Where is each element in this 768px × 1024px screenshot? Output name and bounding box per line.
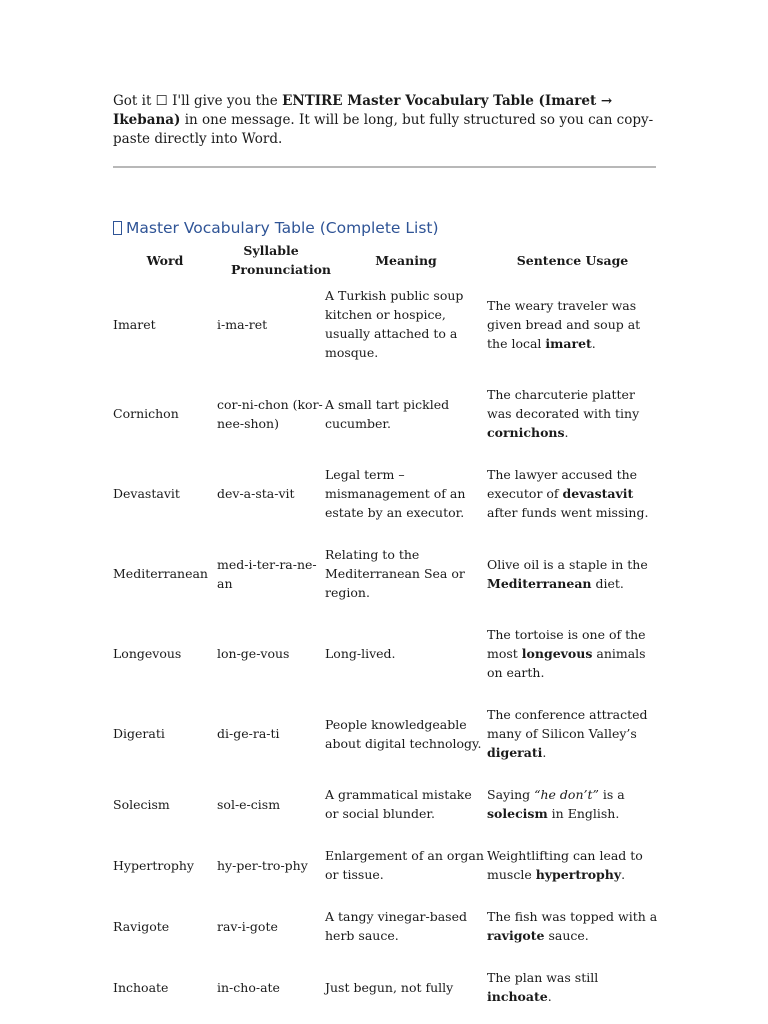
- usage-text: after funds went missing.: [487, 505, 649, 520]
- row-spacer: [113, 527, 658, 540]
- cell-syllable: rav-i-gote: [217, 918, 278, 934]
- table-row: [113, 460, 658, 527]
- row-spacer-cell: [113, 527, 658, 540]
- cell-meaning: A tangy vinegar-based herb sauce.: [325, 909, 467, 943]
- cell-usage: [487, 540, 658, 607]
- row-spacer: [113, 889, 658, 902]
- cell-syllable: sol-e-cism: [217, 796, 281, 812]
- usage-keyword: devastavit: [562, 486, 634, 501]
- section-heading-text: Master Vocabulary Table (Complete List): [126, 219, 439, 237]
- cell-word: Longevous: [113, 646, 182, 661]
- cell-meaning: Enlargement of an organ or tissue.: [325, 848, 484, 882]
- usage-text: sauce.: [544, 928, 589, 943]
- table-header-row: [113, 239, 658, 281]
- usage-text: Weightlifting can lead to muscle: [487, 848, 643, 882]
- table-row: [113, 700, 658, 767]
- cell-word: Solecism: [113, 796, 170, 812]
- usage-keyword: inchoate: [487, 989, 548, 1004]
- cell-syllable: lon-ge-vous: [217, 646, 290, 661]
- horizontal-rule: [113, 166, 656, 168]
- row-spacer-cell: [113, 607, 658, 620]
- cell-word: Inchoate: [113, 979, 169, 995]
- cell-word: Ravigote: [113, 918, 170, 934]
- row-spacer: [113, 447, 658, 460]
- usage-text: is a: [598, 787, 625, 802]
- cell-word: Devastavit: [113, 486, 180, 501]
- usage-keyword: solecism: [487, 806, 548, 821]
- usage-text: .: [542, 745, 547, 760]
- intro-text-end: in one message. It will be long, but fully structured so you can copy-paste directly into Word.: [113, 112, 654, 147]
- row-spacer: [113, 687, 658, 700]
- table-row: [113, 963, 658, 1011]
- usage-text: The tortoise is one of the most: [487, 627, 646, 661]
- row-spacer-cell: [113, 950, 658, 963]
- row-spacer: [113, 367, 658, 380]
- row-spacer-cell: [113, 889, 658, 902]
- cell-syllable: cor-ni-chon (kor-nee-shon): [217, 396, 323, 431]
- row-spacer-cell: [113, 447, 658, 460]
- cell-usage: [487, 841, 658, 889]
- usage-keyword: Mediterranean: [487, 575, 592, 591]
- usage-text: diet.: [591, 575, 624, 591]
- table-row: [113, 380, 658, 447]
- usage-text: .: [564, 425, 569, 440]
- usage-keyword: cornichons: [487, 425, 565, 440]
- cell-word: Digerati: [113, 726, 165, 741]
- cell-word: Hypertrophy: [113, 857, 194, 873]
- cell-meaning: Just begun, not fully: [325, 979, 454, 995]
- usage-text: Saying: [487, 787, 535, 802]
- row-spacer: [113, 767, 658, 780]
- cell-syllable: in-cho-ate: [217, 979, 280, 995]
- usage-text: The weary traveler was given bread and soup at the local: [487, 297, 641, 351]
- cell-syllable: i-ma-ret: [217, 316, 268, 332]
- section-heading: [113, 217, 658, 239]
- row-spacer: [113, 828, 658, 841]
- cell-meaning: People knowledgeable about digital technology.: [325, 716, 482, 751]
- row-spacer-cell: [113, 767, 658, 780]
- table-row: [113, 780, 658, 828]
- row-spacer: [113, 950, 658, 963]
- cell-syllable: dev-a-sta-vit: [217, 486, 295, 501]
- cell-usage: [487, 902, 658, 950]
- cell-syllable: hy-per-tro-phy: [217, 857, 308, 873]
- cell-usage: [487, 700, 658, 767]
- usage-text: The charcuterie platter was decorated with tiny: [487, 387, 640, 421]
- table-row: [113, 281, 658, 367]
- table-body: [113, 281, 658, 1011]
- usage-text: .: [547, 989, 552, 1004]
- header-syllable: Syllable Pronunciation: [231, 243, 331, 277]
- cell-syllable: med-i-ter-ra-ne-an: [217, 556, 317, 591]
- cell-meaning: Long-lived.: [325, 646, 396, 661]
- usage-text: .: [591, 335, 596, 351]
- header-usage: Sentence Usage: [516, 252, 629, 268]
- intro-text-start: Got it: [113, 93, 156, 109]
- cell-meaning: Relating to the Mediterranean Sea or region.: [325, 547, 465, 600]
- usage-keyword: hypertrophy: [535, 867, 622, 882]
- usage-italic-text: “he don’t”: [534, 787, 599, 802]
- usage-keyword: ravigote: [487, 928, 545, 943]
- table-row: [113, 902, 658, 950]
- vocabulary-table: [113, 239, 658, 1011]
- cell-usage: [487, 380, 658, 447]
- cell-usage: [487, 780, 658, 828]
- cell-usage: [487, 963, 658, 1011]
- usage-text: The fish was topped with a: [487, 909, 658, 924]
- usage-text: The plan was still: [487, 970, 599, 985]
- usage-keyword: longevous: [521, 646, 593, 661]
- box-glyph-icon: [113, 221, 122, 235]
- table-row: [113, 620, 658, 687]
- intro-text-mid: I'll give you the: [167, 93, 283, 109]
- row-spacer-cell: [113, 367, 658, 380]
- cell-usage: [487, 281, 658, 367]
- usage-text: The lawyer accused the executor of: [487, 467, 638, 501]
- intro-paragraph: [113, 92, 658, 149]
- usage-keyword: digerati: [487, 745, 543, 760]
- cell-meaning: Legal term – mismanagement of an estate by an executor.: [325, 467, 466, 520]
- usage-text: in English.: [547, 806, 620, 821]
- cell-usage: [487, 620, 658, 687]
- cell-word: Imaret: [113, 316, 156, 332]
- document-page: [113, 92, 658, 1011]
- cell-usage: [487, 460, 658, 527]
- usage-text: animals on earth.: [487, 646, 646, 680]
- intro-bold-text: ENTIRE Master Vocabulary Table (Imaret → Ikebana): [113, 93, 613, 128]
- box-glyph-icon: ☐: [155, 93, 168, 109]
- usage-text: Olive oil is a staple in the: [487, 556, 648, 572]
- cell-syllable: di-ge-ra-ti: [217, 726, 280, 741]
- usage-text: .: [621, 867, 626, 882]
- table-row: [113, 841, 658, 889]
- header-meaning: Meaning: [375, 252, 437, 268]
- usage-text: The conference attracted many of Silicon Valley’s: [487, 707, 648, 741]
- usage-keyword: imaret: [545, 335, 592, 351]
- cell-word: Cornichon: [113, 406, 179, 421]
- cell-meaning: A grammatical mistake or social blunder.: [325, 787, 472, 821]
- header-word: Word: [146, 252, 184, 268]
- row-spacer: [113, 607, 658, 620]
- cell-meaning: A Turkish public soup kitchen or hospice, usually attached to a mosque.: [325, 288, 464, 360]
- cell-word: Mediterranean: [113, 566, 208, 581]
- row-spacer-cell: [113, 687, 658, 700]
- row-spacer-cell: [113, 828, 658, 841]
- cell-meaning: A small tart pickled cucumber.: [325, 396, 450, 431]
- table-row: [113, 540, 658, 607]
